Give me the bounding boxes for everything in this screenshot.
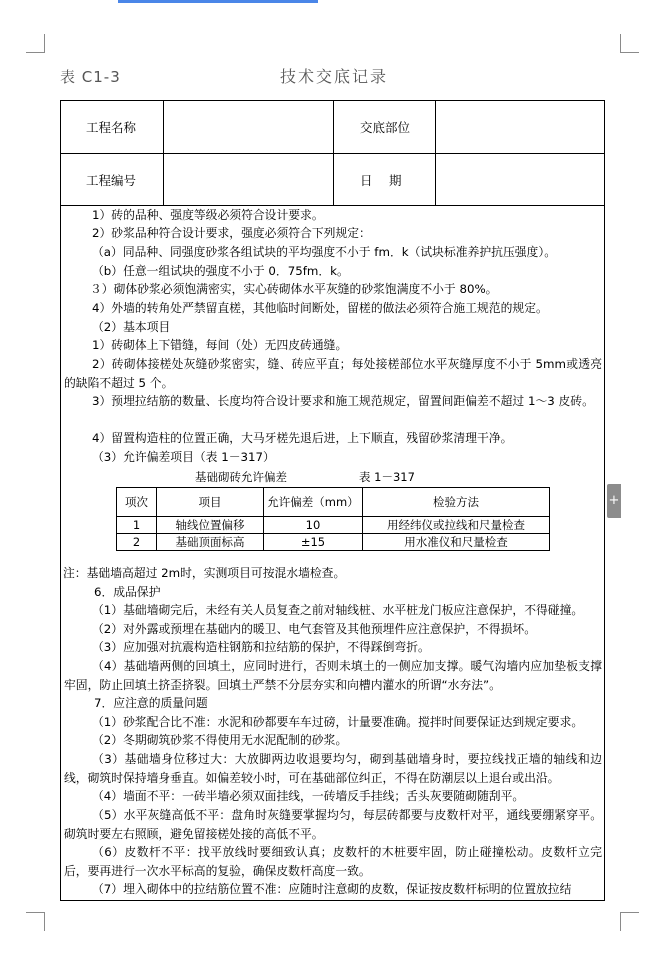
content-line: （2）冬期砌筑砂浆不得使用无水泥配制的砂浆。 — [92, 733, 348, 747]
content-line: （a）同品种、同强度砂浆各组试块的平均强度不小于 fm．k（试块标准养护抗压强度）。 — [92, 245, 557, 259]
content-line: （3）基础墙身位移过大：大放脚两边收退要均匀，砌到基础墙身时，要拉线找正墙的轴线和边线，砌筑时保持墙身垂直。如偏差较小时，可在基础部位纠正，不得在防潮层以上退台或出沿。 — [64, 752, 602, 785]
table-cell: 轴线位置偏移 — [157, 517, 264, 534]
table-header: 允许偏差（mm） — [264, 488, 363, 517]
location-field[interactable] — [436, 101, 604, 153]
table-number: 表 1－317 — [359, 470, 415, 484]
table-cell: 用水准仪和尺量检查 — [363, 534, 550, 551]
content-line: （b）任意一组试块的强度不小于 0．75fm．k。 — [92, 264, 349, 278]
project-no-field[interactable] — [164, 154, 333, 205]
form-number: 表 C1-3 — [60, 68, 121, 86]
content-line: 4）留置构造柱的位置正确，大马牙槎先退后进，上下顺直，残留砂浆清理干净。 — [92, 431, 513, 445]
content-line: （5）水平灰缝高低不平：盘角时灰缝要掌握均匀，每层砖都要与皮数杆对平，通线要绷紧穿平。砌筑时要左右照顾，避免留接槎处接的高低不平。 — [64, 808, 602, 841]
project-name-label: 工程名称 — [86, 120, 137, 135]
section-title: 7．应注意的质量问题 — [94, 696, 208, 710]
section-title: 6．成品保护 — [94, 585, 161, 599]
location-label: 交底部位 — [360, 120, 411, 135]
date-field[interactable] — [436, 154, 604, 205]
side-expand-tab[interactable]: + — [607, 484, 621, 518]
content-line: 4）外墙的转角处严禁留直槎，其他临时间断处，留槎的做法必须符合施工规范的规定。 — [92, 301, 548, 315]
document-title: 技术交底记录 — [280, 67, 389, 86]
table-note: 注：基础墙高超过 2m时，实测项目可按混水墙检查。 — [63, 566, 346, 580]
table-cell: 基础顶面标高 — [157, 534, 264, 551]
table-cell: 10 — [264, 517, 363, 534]
content-line: （4）基础墙两侧的回填土，应同时进行，否则未填土的一侧应加支撑。暖气沟墙内应加垫板支撑牢固，防止回填土挤歪挤裂。回填土严禁不分层夯实和向槽内灌水的所谓“水夯法”。 — [64, 659, 602, 692]
table-header: 项目 — [157, 488, 264, 517]
disclosure-content — [60, 206, 605, 901]
table-caption: 基础砌砖允许偏差 — [195, 470, 287, 484]
date-label: 日 期 — [360, 172, 402, 188]
crop-mark-bottom-left — [26, 912, 45, 931]
crop-mark-top-left — [26, 34, 45, 53]
table-row — [117, 534, 550, 551]
content-line: （1）砂浆配合比不准：水泥和砂都要车车过磅，计量要准确。搅拌时间要保证达到规定要求。 — [92, 715, 584, 729]
crop-mark-top-right — [620, 34, 639, 53]
content-line: （7）埋入砌体中的拉结筋位置不准：应随时注意砌的皮数，保证按皮数杆标明的位置放拉结 — [92, 882, 572, 896]
content-line: 2）砂浆品种符合设计要求，强度必须符合下列规定： — [92, 226, 371, 240]
content-line: （1）基础墙砌完后，未经有关人员复查之前对轴线桩、水平桩龙门板应注意保护，不得碰撞。 — [92, 603, 584, 617]
project-no-label: 工程编号 — [86, 172, 137, 188]
content-line: （4）墙面不平：一砖半墙必须双面挂线，一砖墙反手挂线；舌头灰要随砌随刮平。 — [92, 789, 525, 803]
table-row — [117, 517, 550, 534]
table-header: 项次 — [117, 488, 157, 517]
table-cell: 2 — [117, 534, 157, 551]
deviation-table — [116, 487, 550, 551]
content-line: （3）允许偏差项目（表 1－317） — [92, 450, 275, 464]
content-line: （6）皮数杆不平：找平放线时要细致认真；皮数杆的木桩要牢固，防止碰撞松动。皮数杆立完后，要再进行一次水平标高的复验，确保皮数杆高度一致。 — [64, 845, 602, 878]
content-line: 1）砖的品种、强度等级必须符合设计要求。 — [92, 208, 324, 222]
window-accent-bar — [118, 0, 318, 3]
content-line: （2）基本项目 — [92, 320, 171, 334]
content-line: （3）应加强对抗震构造柱钢筋和拉结筋的保护，不得踩倒弯折。 — [92, 640, 430, 654]
table-cell: 用经纬仪或拉线和尺量检查 — [363, 517, 550, 534]
content-line: ３）砌体砂浆必须饱满密实，实心砖砌体水平灰缝的砂浆饱满度不小于 80%。 — [90, 282, 498, 296]
content-line: 2）砖砌体接槎处灰缝砂浆密实，缝、砖应平直；每处接槎部位水平灰缝厚度不小于 5mm或透亮的缺陷不超过 5 个。 — [64, 357, 602, 390]
content-line: 3）预埋拉结筋的数量、长度均符合设计要求和施工规范规定，留置间距偏差不超过 1～3 皮砖。 — [92, 394, 594, 408]
content-line: 1）砖砌体上下错缝，每间（处）无四皮砖通缝。 — [92, 338, 348, 352]
project-name-field[interactable] — [164, 101, 333, 153]
table-cell: 1 — [117, 517, 157, 534]
header-table — [60, 100, 605, 206]
crop-mark-bottom-right — [620, 912, 639, 931]
table-cell: ±15 — [264, 534, 363, 551]
table-header: 检验方法 — [363, 488, 550, 517]
content-line: （2）对外露或预埋在基础内的暖卫、电气套管及其他预埋件应注意保护，不得损坏。 — [92, 622, 536, 636]
